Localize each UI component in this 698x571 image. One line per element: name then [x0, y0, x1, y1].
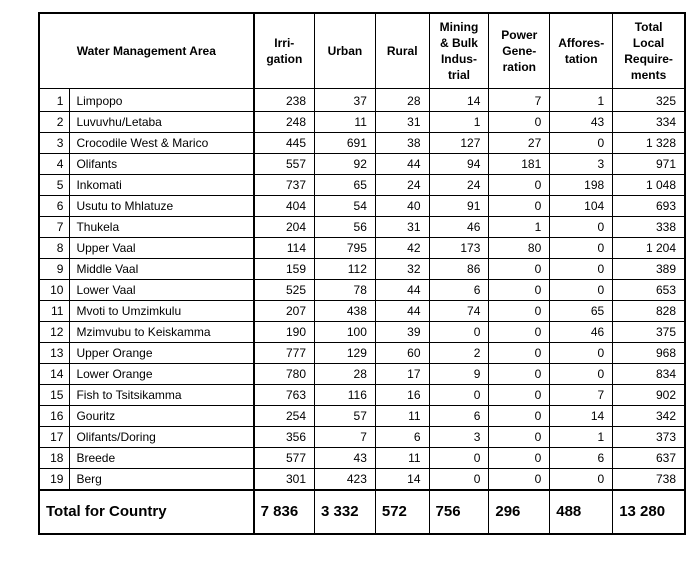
header-line: & Bulk — [439, 36, 478, 50]
row-number: 9 — [39, 259, 70, 280]
header-line: tation — [564, 52, 598, 66]
cell-total: 1 204 — [613, 238, 685, 259]
cell-power: 0 — [489, 322, 550, 343]
row-number: 15 — [39, 385, 70, 406]
cell-total: 334 — [613, 112, 685, 133]
header-line: Power — [501, 28, 538, 42]
table-row — [39, 280, 685, 301]
cell-rural: 11 — [375, 448, 429, 469]
header-line: Indus- — [440, 52, 477, 66]
cell-irrigation: 577 — [254, 448, 315, 469]
total-row — [39, 490, 685, 534]
cell-total: 828 — [613, 301, 685, 322]
cell-urban: 28 — [315, 364, 376, 385]
cell-irrigation: 445 — [254, 133, 315, 154]
cell-urban: 57 — [315, 406, 376, 427]
table-row — [39, 133, 685, 154]
cell-mining: 91 — [429, 196, 489, 217]
cell-total: 738 — [613, 469, 685, 491]
water-requirements-table — [38, 12, 686, 535]
cell-power: 80 — [489, 238, 550, 259]
row-number: 12 — [39, 322, 70, 343]
cell-mining: 74 — [429, 301, 489, 322]
cell-irrigation: 525 — [254, 280, 315, 301]
cell-irrigation: 301 — [254, 469, 315, 491]
cell-rural: 28 — [375, 89, 429, 112]
row-number: 10 — [39, 280, 70, 301]
cell-urban: 129 — [315, 343, 376, 364]
total-power: 296 — [489, 490, 550, 534]
cell-rural: 17 — [375, 364, 429, 385]
cell-mining: 9 — [429, 364, 489, 385]
cell-urban: 43 — [315, 448, 376, 469]
cell-rural: 44 — [375, 280, 429, 301]
cell-power: 7 — [489, 89, 550, 112]
cell-rural: 44 — [375, 301, 429, 322]
cell-power: 0 — [489, 259, 550, 280]
row-number: 2 — [39, 112, 70, 133]
row-area-name: Upper Vaal — [70, 238, 254, 259]
cell-total: 902 — [613, 385, 685, 406]
row-area-name: Lower Orange — [70, 364, 254, 385]
cell-afforestation: 104 — [550, 196, 613, 217]
row-area-name: Thukela — [70, 217, 254, 238]
header-line: Affores- — [558, 36, 605, 50]
cell-urban: 423 — [315, 469, 376, 491]
cell-rural: 31 — [375, 217, 429, 238]
row-area-name: Olifants — [70, 154, 254, 175]
cell-mining: 3 — [429, 427, 489, 448]
row-area-name: Olifants/Doring — [70, 427, 254, 448]
cell-rural: 14 — [375, 469, 429, 491]
cell-total: 342 — [613, 406, 685, 427]
header-row — [39, 13, 685, 89]
row-area-name: Gouritz — [70, 406, 254, 427]
table-row — [39, 364, 685, 385]
cell-total: 693 — [613, 196, 685, 217]
cell-irrigation: 777 — [254, 343, 315, 364]
cell-power: 0 — [489, 280, 550, 301]
cell-rural: 11 — [375, 406, 429, 427]
header-line: ments — [630, 68, 667, 82]
cell-mining: 1 — [429, 112, 489, 133]
cell-urban: 438 — [315, 301, 376, 322]
cell-power: 0 — [489, 385, 550, 406]
cell-power: 0 — [489, 301, 550, 322]
table-row — [39, 322, 685, 343]
header-line: Irri- — [274, 36, 295, 50]
cell-afforestation: 1 — [550, 427, 613, 448]
table-row — [39, 259, 685, 280]
cell-power: 27 — [489, 133, 550, 154]
table-row — [39, 154, 685, 175]
table-row — [39, 89, 685, 112]
cell-total: 325 — [613, 89, 685, 112]
cell-power: 0 — [489, 406, 550, 427]
cell-irrigation: 190 — [254, 322, 315, 343]
cell-urban: 7 — [315, 427, 376, 448]
cell-afforestation: 0 — [550, 133, 613, 154]
header-power — [489, 13, 550, 89]
row-area-name: Upper Orange — [70, 343, 254, 364]
cell-afforestation: 1 — [550, 89, 613, 112]
table-row — [39, 469, 685, 491]
row-area-name: Inkomati — [70, 175, 254, 196]
cell-afforestation: 0 — [550, 364, 613, 385]
row-number: 14 — [39, 364, 70, 385]
cell-urban: 795 — [315, 238, 376, 259]
cell-power: 181 — [489, 154, 550, 175]
row-number: 1 — [39, 89, 70, 112]
total-rural: 572 — [375, 490, 429, 534]
cell-afforestation: 0 — [550, 343, 613, 364]
table-row — [39, 448, 685, 469]
cell-rural: 24 — [375, 175, 429, 196]
table-row — [39, 175, 685, 196]
header-line: Mining — [439, 20, 479, 34]
cell-total: 338 — [613, 217, 685, 238]
cell-total: 834 — [613, 364, 685, 385]
cell-power: 0 — [489, 364, 550, 385]
cell-mining: 0 — [429, 469, 489, 491]
cell-irrigation: 238 — [254, 89, 315, 112]
cell-afforestation: 0 — [550, 217, 613, 238]
header-line: Rural — [386, 44, 418, 58]
cell-irrigation: 780 — [254, 364, 315, 385]
cell-rural: 6 — [375, 427, 429, 448]
header-line: Require- — [624, 52, 673, 66]
table-body — [39, 89, 685, 491]
cell-afforestation: 14 — [550, 406, 613, 427]
cell-urban: 92 — [315, 154, 376, 175]
cell-urban: 56 — [315, 217, 376, 238]
cell-mining: 173 — [429, 238, 489, 259]
cell-total: 373 — [613, 427, 685, 448]
table-row — [39, 112, 685, 133]
row-area-name: Mvoti to Umzimkulu — [70, 301, 254, 322]
cell-urban: 100 — [315, 322, 376, 343]
cell-total: 375 — [613, 322, 685, 343]
cell-mining: 0 — [429, 385, 489, 406]
row-number: 18 — [39, 448, 70, 469]
cell-power: 0 — [489, 427, 550, 448]
row-number: 3 — [39, 133, 70, 154]
cell-irrigation: 159 — [254, 259, 315, 280]
cell-afforestation: 0 — [550, 259, 613, 280]
cell-mining: 46 — [429, 217, 489, 238]
total-afforestation: 488 — [550, 490, 613, 534]
header-total — [613, 13, 685, 89]
cell-afforestation: 7 — [550, 385, 613, 406]
cell-mining: 24 — [429, 175, 489, 196]
table-row — [39, 301, 685, 322]
cell-total: 653 — [613, 280, 685, 301]
cell-irrigation: 254 — [254, 406, 315, 427]
cell-mining: 2 — [429, 343, 489, 364]
cell-total: 1 048 — [613, 175, 685, 196]
cell-afforestation: 6 — [550, 448, 613, 469]
cell-rural: 44 — [375, 154, 429, 175]
cell-total: 389 — [613, 259, 685, 280]
cell-total: 1 328 — [613, 133, 685, 154]
table-row — [39, 406, 685, 427]
header-area: Water Management Area — [39, 13, 254, 89]
cell-urban: 11 — [315, 112, 376, 133]
header-rural — [375, 13, 429, 89]
cell-mining: 127 — [429, 133, 489, 154]
cell-irrigation: 204 — [254, 217, 315, 238]
cell-irrigation: 763 — [254, 385, 315, 406]
cell-afforestation: 3 — [550, 154, 613, 175]
header-line: ration — [502, 60, 536, 74]
header-mining — [429, 13, 489, 89]
cell-afforestation: 198 — [550, 175, 613, 196]
table-row — [39, 385, 685, 406]
cell-mining: 86 — [429, 259, 489, 280]
cell-mining: 6 — [429, 280, 489, 301]
cell-rural: 60 — [375, 343, 429, 364]
row-area-name: Usutu to Mhlatuze — [70, 196, 254, 217]
cell-irrigation: 114 — [254, 238, 315, 259]
row-number: 19 — [39, 469, 70, 491]
cell-afforestation: 65 — [550, 301, 613, 322]
cell-total: 971 — [613, 154, 685, 175]
cell-urban: 116 — [315, 385, 376, 406]
cell-afforestation: 0 — [550, 280, 613, 301]
table-container — [38, 12, 686, 535]
row-number: 4 — [39, 154, 70, 175]
header-line: trial — [447, 68, 470, 82]
cell-mining: 6 — [429, 406, 489, 427]
cell-urban: 112 — [315, 259, 376, 280]
header-irrigation — [254, 13, 315, 89]
cell-mining: 0 — [429, 322, 489, 343]
cell-rural: 42 — [375, 238, 429, 259]
cell-power: 1 — [489, 217, 550, 238]
header-line: gation — [266, 52, 303, 66]
row-number: 8 — [39, 238, 70, 259]
row-number: 7 — [39, 217, 70, 238]
row-area-name: Luvuvhu/Letaba — [70, 112, 254, 133]
table-row — [39, 196, 685, 217]
row-area-name: Middle Vaal — [70, 259, 254, 280]
header-urban — [315, 13, 376, 89]
row-number: 11 — [39, 301, 70, 322]
row-area-name: Breede — [70, 448, 254, 469]
cell-irrigation: 356 — [254, 427, 315, 448]
cell-rural: 31 — [375, 112, 429, 133]
cell-rural: 32 — [375, 259, 429, 280]
cell-rural: 39 — [375, 322, 429, 343]
cell-power: 0 — [489, 343, 550, 364]
row-area-name: Limpopo — [70, 89, 254, 112]
row-number: 13 — [39, 343, 70, 364]
row-number: 6 — [39, 196, 70, 217]
table-row — [39, 217, 685, 238]
cell-rural: 16 — [375, 385, 429, 406]
cell-power: 0 — [489, 469, 550, 491]
cell-mining: 14 — [429, 89, 489, 112]
cell-irrigation: 248 — [254, 112, 315, 133]
table-row — [39, 427, 685, 448]
cell-urban: 37 — [315, 89, 376, 112]
header-line: Gene- — [502, 44, 537, 58]
header-line: Total — [634, 20, 663, 34]
table-row — [39, 343, 685, 364]
total-label: Total for Country — [39, 490, 254, 534]
row-number: 5 — [39, 175, 70, 196]
cell-total: 968 — [613, 343, 685, 364]
cell-afforestation: 0 — [550, 469, 613, 491]
cell-rural: 40 — [375, 196, 429, 217]
cell-urban: 54 — [315, 196, 376, 217]
cell-mining: 0 — [429, 448, 489, 469]
cell-power: 0 — [489, 175, 550, 196]
header-line: Urban — [327, 44, 363, 58]
cell-urban: 78 — [315, 280, 376, 301]
table-row — [39, 238, 685, 259]
cell-urban: 65 — [315, 175, 376, 196]
total-urban: 3 332 — [315, 490, 376, 534]
row-area-name: Berg — [70, 469, 254, 491]
total-mining: 756 — [429, 490, 489, 534]
cell-mining: 94 — [429, 154, 489, 175]
header-afforestation — [550, 13, 613, 89]
cell-power: 0 — [489, 448, 550, 469]
cell-afforestation: 0 — [550, 238, 613, 259]
row-number: 17 — [39, 427, 70, 448]
cell-total: 637 — [613, 448, 685, 469]
row-area-name: Lower Vaal — [70, 280, 254, 301]
cell-power: 0 — [489, 112, 550, 133]
row-area-name: Crocodile West & Marico — [70, 133, 254, 154]
total-total: 13 280 — [613, 490, 685, 534]
cell-irrigation: 404 — [254, 196, 315, 217]
cell-irrigation: 207 — [254, 301, 315, 322]
cell-afforestation: 43 — [550, 112, 613, 133]
cell-irrigation: 557 — [254, 154, 315, 175]
cell-urban: 691 — [315, 133, 376, 154]
row-number: 16 — [39, 406, 70, 427]
cell-irrigation: 737 — [254, 175, 315, 196]
row-area-name: Fish to Tsitsikamma — [70, 385, 254, 406]
cell-afforestation: 46 — [550, 322, 613, 343]
row-area-name: Mzimvubu to Keiskamma — [70, 322, 254, 343]
cell-rural: 38 — [375, 133, 429, 154]
header-line: Local — [632, 36, 665, 50]
cell-power: 0 — [489, 196, 550, 217]
total-irrigation: 7 836 — [254, 490, 315, 534]
